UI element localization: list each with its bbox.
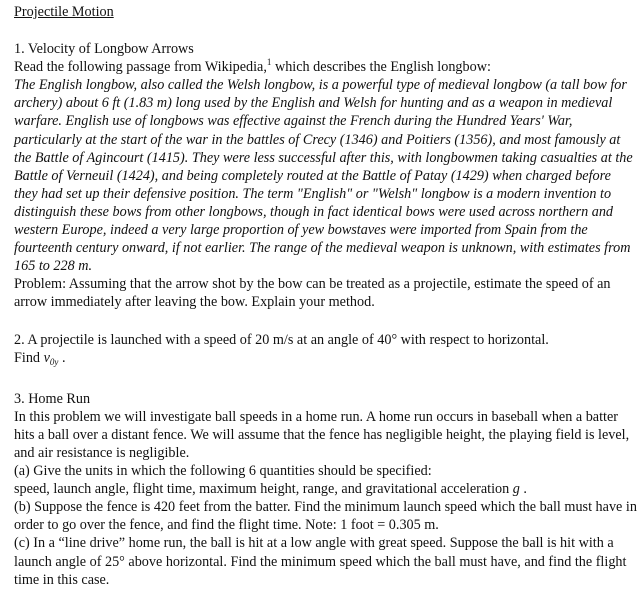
problem3-part-a-line2 [14, 480, 638, 498]
problem3-heading: 3. Home Run [14, 390, 91, 407]
problem2-find-label: Find [14, 349, 44, 366]
problem1-intro [14, 58, 638, 76]
velocity-variable: v [43, 349, 50, 366]
problem3-part-a-line1: (a) Give the units in which the following 6 quantities should be specified: [14, 463, 432, 480]
problem3-intro: In this problem we will investigate ball speeds in a home run. A home run occurs in baseball when a batter hits a ball over a distant fence. We will assume that the fence has negligible height, the playing field is level, and air resistance is negligible. [14, 408, 630, 461]
wikipedia-quote: The English longbow, also called the Welsh longbow, is a powerful type of medieval longbow (a tall bow for archery) about 6 ft (1.83 m) long used by the English and Welsh for hunting and as a weapon in medieval warfare. English use of longbows was effective against the French during the Hundred Years' War, particularly at the start of the war in the battles of Crecy (1346) and Poitiers (1356), and most famously at the Battle of Agincourt (1415). They were less successful after this, with longbowmen taking casualties at the Battle of Verneuil (1424), and being completely routed at the Battle of Patay (1429) when charged before they had set up their defensive position. The term "English" or "Welsh" longbow is a modern invention to distinguish these bows from other longbows, though in fact identical bows were used across northern and western Europe, indeed a very large proportion of yew bowstaves were imported from Spain from the fourteenth century onward, if not earlier. The range of the medieval weapon is unknown, with estimates from 165 to 228 m. [14, 77, 633, 275]
velocity-subscript: 0y [49, 356, 59, 367]
problem2-find-end: . [58, 349, 66, 366]
spacer [14, 312, 638, 331]
problem3-part-a-end: . [519, 481, 527, 498]
problem1-heading: 1. Velocity of Longbow Arrows [14, 41, 194, 58]
footnote-marker: 1 [266, 57, 272, 68]
problem3-part-c: (c) In a “line drive” home run, the ball is hit at a low angle with great speed. Suppose the ball is hit with a launch angle of 25° above horizontal. Find the minimum speed which the ball must have, and find the flight time in this case. [14, 535, 627, 588]
problem1-intro-text-end: which describes the English longbow: [271, 59, 491, 76]
problem2-text: 2. A projectile is launched with a speed of 20 m/s at an angle of 40° with respect to horizontal. [14, 331, 549, 348]
document-page [14, 3, 638, 589]
problem3-part-b: (b) Suppose the fence is 420 feet from the batter. Find the minimum launch speed which the ball must have in order to go over the fence, and find the flight time. Note: 1 foot = 0.305 m. [14, 499, 637, 534]
problem1-question: Problem: Assuming that the arrow shot by the bow can be treated as a projectile, estimate the speed of an arrow immediately after leaving the bow. Explain your method. [14, 276, 611, 311]
problem3-quantities: speed, launch angle, flight time, maximum height, range, and gravitational acceleration [14, 481, 513, 498]
problem1-intro-text: Read the following passage from Wikipedia, [14, 59, 267, 76]
problem2-find [14, 349, 638, 371]
spacer [14, 371, 638, 390]
document-title: Projectile Motion [14, 4, 114, 20]
gravity-variable: g [512, 481, 520, 498]
spacer [14, 21, 638, 40]
